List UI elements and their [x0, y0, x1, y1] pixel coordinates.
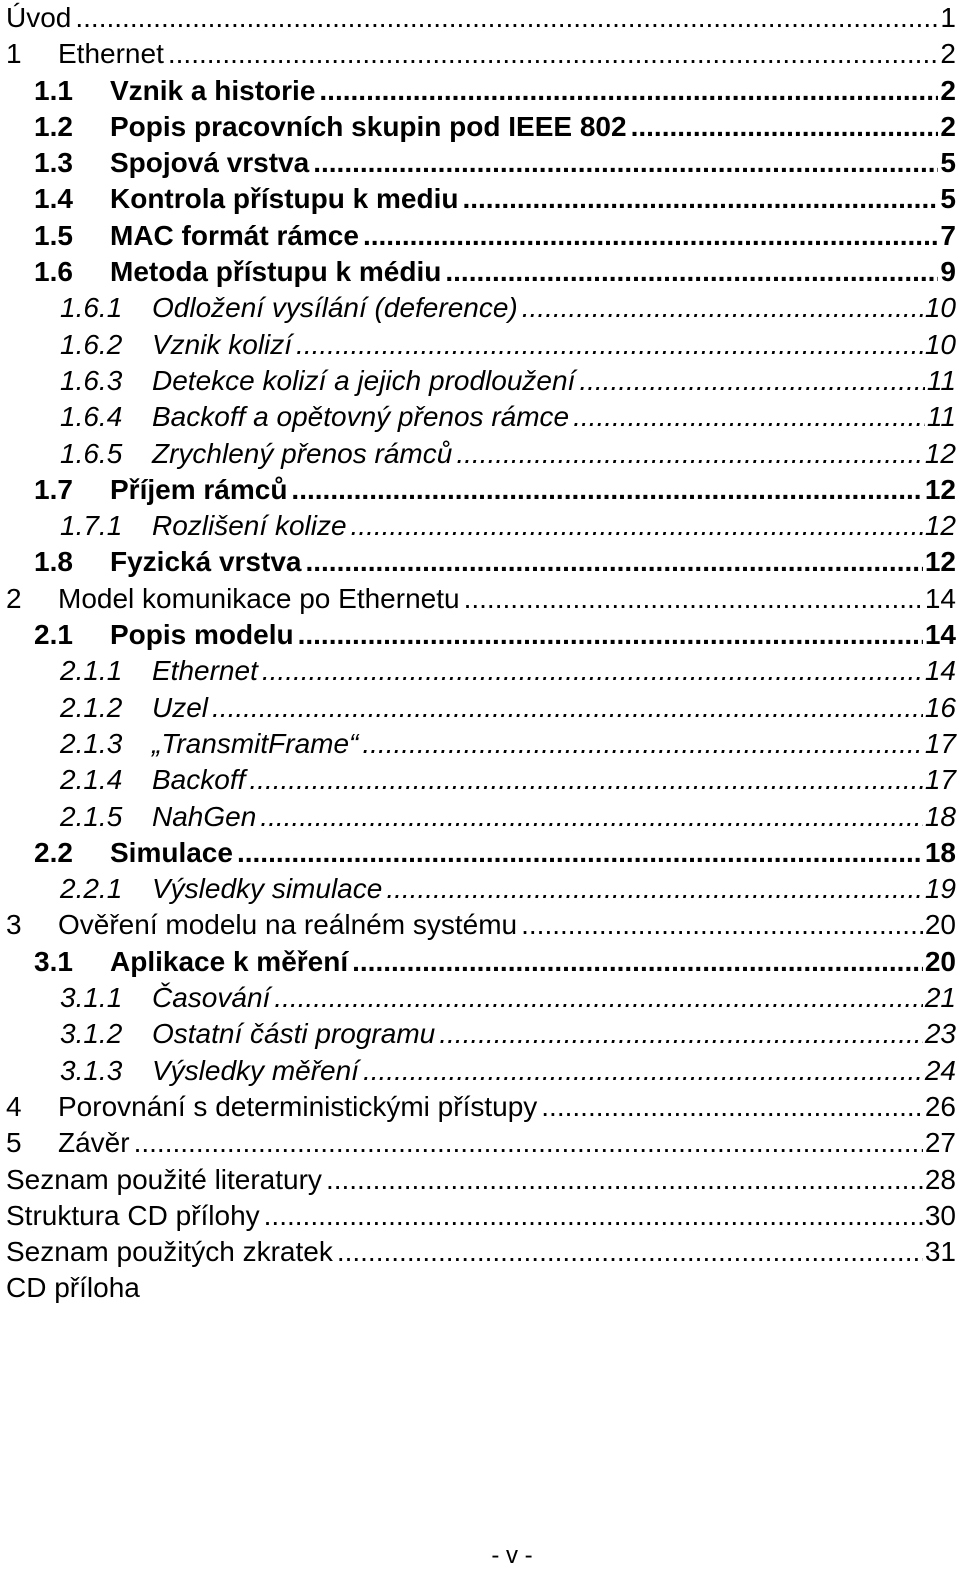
toc-dot-leader [337, 1234, 923, 1270]
toc-dot-leader [631, 109, 939, 145]
toc-entry-title: Spojová vrstva [110, 147, 310, 179]
toc-dot-leader [296, 327, 923, 363]
toc-entry-page: 14 [924, 582, 956, 614]
toc-entry[interactable] [6, 327, 956, 363]
toc-entry-title: Kontrola přístupu k mediu [110, 183, 459, 215]
toc-entry[interactable] [6, 835, 956, 871]
toc-dot-leader [439, 1016, 923, 1052]
toc-entry-title: Popis modelu [110, 619, 294, 651]
toc-entry-title: Ethernet [58, 38, 164, 70]
toc-entry-title: Úvod [6, 2, 72, 33]
toc-entry-page: 7 [940, 219, 956, 251]
toc-entry-page: 11 [926, 401, 956, 433]
toc-entry-number: 2 [6, 582, 22, 614]
toc-entry[interactable] [6, 690, 956, 726]
toc-dot-leader [313, 145, 938, 181]
toc-entry[interactable] [6, 1053, 956, 1089]
toc-entry-number: 4 [6, 1090, 22, 1122]
toc-entry-page: 17 [924, 727, 956, 759]
toc-dot-leader [579, 363, 925, 399]
toc-dot-leader [291, 472, 922, 508]
toc-dot-leader [522, 290, 923, 326]
toc-entry[interactable] [6, 617, 956, 653]
toc-dot-leader [326, 1162, 923, 1198]
toc-dot-leader [168, 36, 939, 72]
toc-dot-leader [262, 653, 923, 689]
toc-entry-number: 1.7.1 [60, 510, 123, 542]
toc-entry-title: Seznam použitých zkratek [6, 1236, 333, 1268]
toc-dot-leader [541, 1089, 923, 1125]
toc-entry-number: 1.1 [34, 74, 73, 106]
toc-entry[interactable] [6, 1270, 956, 1306]
toc-entry-page: 12 [924, 437, 956, 469]
toc-entry-title: Vznik a historie [110, 74, 316, 106]
toc-entry-title: Seznam použité literatury [6, 1163, 322, 1195]
toc-entry-number: 2.1.3 [60, 727, 123, 759]
toc-entry-title: Zrychlený přenos rámců [152, 437, 453, 469]
toc-entry[interactable] [6, 1162, 956, 1198]
toc-entry[interactable] [6, 907, 956, 943]
toc-entry[interactable] [6, 653, 956, 689]
toc-entry[interactable] [6, 363, 956, 399]
toc-dot-leader [363, 1053, 923, 1089]
toc-entry-page: 12 [924, 546, 956, 578]
toc-dot-leader [134, 1125, 923, 1161]
toc-entry-number: 3.1.1 [60, 982, 123, 1014]
toc-entry[interactable] [6, 73, 956, 109]
toc-entry-title: Detekce kolizí a jejich prodloužení [152, 364, 576, 396]
toc-entry-page: 2 [940, 38, 956, 70]
toc-entry-page: 23 [924, 1018, 956, 1050]
toc-entry-page: 2 [940, 74, 956, 106]
toc-entry-title: MAC formát rámce [110, 219, 359, 251]
toc-entry-number: 1.3 [34, 147, 73, 179]
toc-entry-number: 3 [6, 909, 22, 941]
toc-entry-number: 1.4 [34, 183, 73, 215]
toc-dot-leader [462, 181, 938, 217]
toc-dot-leader [274, 980, 923, 1016]
toc-entry[interactable] [6, 871, 956, 907]
toc-entry-title: Popis pracovních skupin pod IEEE 802 [110, 110, 627, 142]
toc-entry-number: 1.6.1 [60, 292, 123, 324]
toc-dot-leader [249, 762, 922, 798]
toc-dot-leader [319, 73, 938, 109]
toc-entry[interactable] [6, 290, 956, 326]
toc-entry-title: Simulace [110, 836, 233, 868]
toc-entry-number: 1.6.5 [60, 437, 123, 469]
toc-entry[interactable] [6, 399, 956, 435]
table-of-contents [6, 0, 956, 1307]
toc-entry-page: 18 [924, 800, 956, 832]
toc-dot-leader [386, 871, 923, 907]
toc-entry-page: 2 [940, 110, 956, 142]
toc-dot-leader [264, 1198, 923, 1234]
toc-entry-page: 10 [924, 292, 956, 324]
toc-dot-leader [445, 254, 938, 290]
toc-entry[interactable] [6, 762, 956, 798]
toc-entry-page: 14 [924, 619, 956, 651]
toc-entry-page: 14 [924, 655, 956, 687]
toc-entry-page: 28 [924, 1163, 956, 1195]
toc-entry-title: Rozlišení kolize [152, 510, 347, 542]
toc-entry-number: 3.1.2 [60, 1018, 123, 1050]
toc-entry[interactable] [6, 980, 956, 1016]
toc-entry-page: 9 [940, 256, 956, 288]
toc-entry[interactable] [6, 1016, 956, 1052]
toc-entry-title: NahGen [152, 800, 257, 832]
toc-entry[interactable] [6, 726, 956, 762]
toc-entry-title: „TransmitFrame“ [152, 727, 359, 759]
toc-entry[interactable] [6, 1234, 956, 1270]
toc-entry-number: 2.2 [34, 836, 73, 868]
toc-entry-title: Příjem rámců [110, 473, 288, 505]
toc-entry-number: 3.1 [34, 945, 73, 977]
toc-entry-page: 19 [924, 873, 956, 905]
toc-entry-title: Výsledky měření [152, 1054, 359, 1086]
toc-dot-leader [260, 799, 923, 835]
toc-entry-number: 1.5 [34, 219, 73, 251]
toc-entry-number: 1.6.4 [60, 401, 123, 433]
toc-dot-leader [298, 617, 923, 653]
toc-dot-leader [237, 835, 923, 871]
toc-entry-page: 11 [926, 364, 956, 396]
toc-entry-number: 1.8 [34, 546, 73, 578]
toc-entry[interactable] [6, 254, 956, 290]
toc-entry-number: 5 [6, 1127, 22, 1159]
toc-entry-number: 1.7 [34, 473, 73, 505]
toc-entry-number: 1.2 [34, 110, 73, 142]
toc-entry-page: 21 [924, 982, 956, 1014]
toc-entry[interactable] [6, 145, 956, 181]
toc-entry-page: 31 [924, 1236, 956, 1268]
toc-entry-page: 30 [924, 1199, 956, 1231]
toc-entry-number: 1.6.2 [60, 328, 123, 360]
toc-dot-leader [305, 544, 922, 580]
toc-entry-page: 5 [940, 183, 956, 215]
toc-dot-leader [351, 508, 923, 544]
toc-entry-title: Fyzická vrstva [110, 546, 302, 578]
toc-entry-title: Ověření modelu na reálném systému [58, 909, 518, 941]
toc-entry-title: Uzel [152, 691, 209, 723]
toc-entry-title: Ethernet [152, 655, 258, 687]
toc-entry[interactable] [6, 799, 956, 835]
toc-entry-number: 2.1.1 [60, 655, 123, 687]
toc-entry-page: 27 [924, 1127, 956, 1159]
toc-dot-leader [362, 726, 922, 762]
toc-entry[interactable] [6, 436, 956, 472]
toc-dot-leader [363, 218, 938, 254]
toc-dot-leader [352, 944, 923, 980]
toc-entry-number: 2.2.1 [60, 873, 123, 905]
toc-entry[interactable] [6, 181, 956, 217]
page-number: - v - [491, 1542, 533, 1569]
toc-dot-leader [456, 436, 923, 472]
toc-entry-number: 2.1.4 [60, 764, 123, 796]
toc-entry[interactable] [6, 944, 956, 980]
toc-entry-page: 17 [924, 764, 956, 796]
toc-dot-leader [573, 399, 925, 435]
toc-entry-title: Časování [152, 982, 271, 1014]
toc-entry-page: 10 [924, 328, 956, 360]
toc-entry-page: 18 [924, 836, 956, 868]
toc-entry[interactable] [6, 1198, 956, 1234]
toc-entry-number: 1.6 [34, 256, 73, 288]
toc-dot-leader [212, 690, 923, 726]
toc-entry-title: Výsledky simulace [152, 873, 383, 905]
toc-entry-page: 20 [924, 945, 956, 977]
toc-entry-title: Odložení vysílání (deference) [152, 292, 518, 324]
toc-entry-number: 3.1.3 [60, 1054, 123, 1086]
toc-entry[interactable] [6, 544, 956, 580]
toc-entry[interactable] [6, 0, 956, 36]
toc-entry-title: CD příloha [6, 1272, 140, 1304]
toc-entry[interactable] [6, 1125, 956, 1161]
toc-entry-title: Vznik kolizí [152, 328, 293, 360]
toc-entry-title: Ostatní části programu [152, 1018, 436, 1050]
toc-entry[interactable] [6, 508, 956, 544]
toc-entry[interactable] [6, 1089, 956, 1125]
toc-entry-number: 2.1.2 [60, 691, 123, 723]
toc-entry-title: Model komunikace po Ethernetu [58, 582, 460, 614]
toc-entry[interactable] [6, 109, 956, 145]
toc-entry-number: 1.6.3 [60, 364, 123, 396]
toc-entry-title: Backoff [152, 764, 246, 796]
toc-entry-page: 5 [940, 147, 956, 179]
toc-entry[interactable] [6, 581, 956, 617]
toc-entry-title: Aplikace k měření [110, 945, 349, 977]
toc-entry-title: Závěr [58, 1127, 130, 1159]
toc-entry-title: Porovnání s deterministickými přístupy [58, 1090, 538, 1122]
toc-entry-number: 1 [6, 38, 22, 70]
toc-dot-leader [75, 0, 938, 36]
toc-entry-title: Struktura CD přílohy [6, 1199, 260, 1231]
toc-entry-title: Metoda přístupu k médiu [110, 256, 442, 288]
toc-entry-page: 12 [924, 510, 956, 542]
toc-dot-leader [464, 581, 923, 617]
toc-entry-title: Backoff a opětovný přenos rámce [152, 401, 570, 433]
toc-entry[interactable] [6, 36, 956, 72]
toc-entry-page: 26 [924, 1090, 956, 1122]
toc-dot-leader [521, 907, 923, 943]
toc-entry-page: 20 [924, 909, 956, 941]
toc-entry-number: 2.1 [34, 619, 73, 651]
toc-entry[interactable] [6, 218, 956, 254]
toc-entry-page: 12 [924, 473, 956, 505]
toc-entry-page: 24 [924, 1054, 956, 1086]
toc-entry-page: 16 [924, 691, 956, 723]
toc-entry-page: 1 [940, 2, 956, 33]
toc-entry-number: 2.1.5 [60, 800, 123, 832]
toc-entry[interactable] [6, 472, 956, 508]
